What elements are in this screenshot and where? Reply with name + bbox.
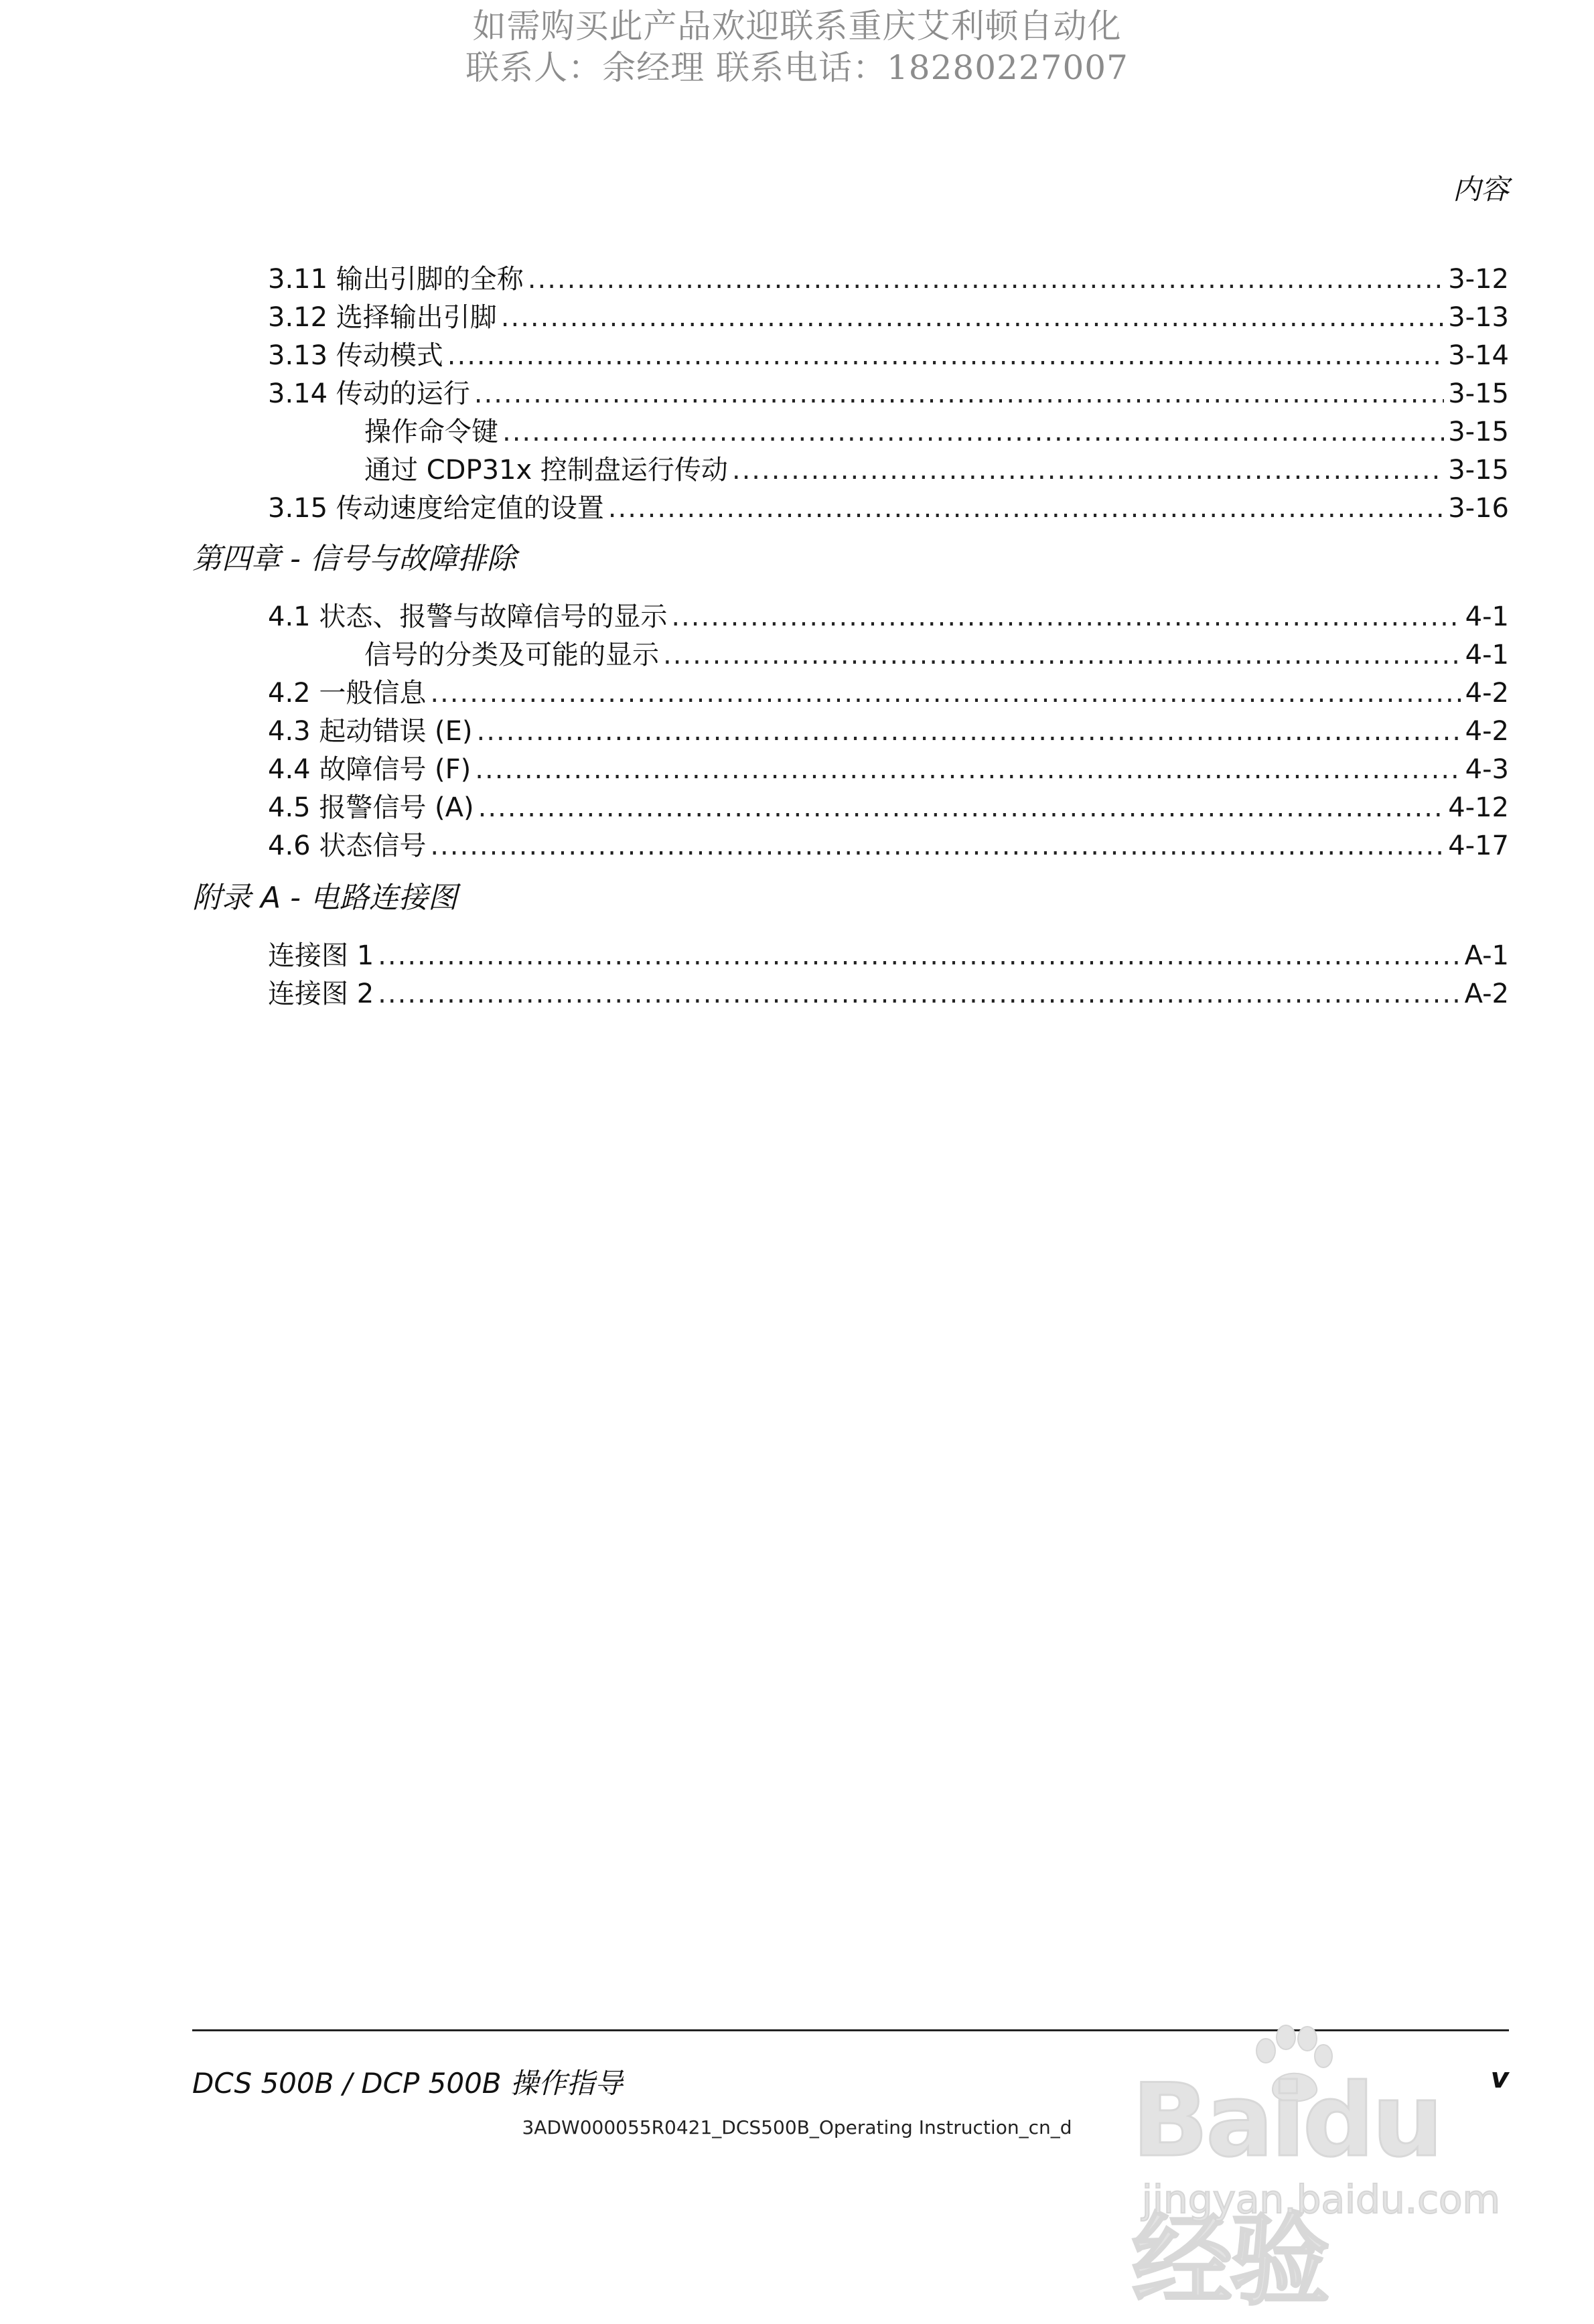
toc-entry-page: 4-2 (1465, 716, 1509, 747)
toc-entry-page: 3-16 (1448, 493, 1509, 524)
toc-leader-dots (474, 377, 1444, 411)
toc-entry-title: 通过 CDP31x 控制盘运行传动 (364, 455, 728, 486)
toc-entry-page: 3-15 (1448, 455, 1509, 486)
toc-entry-4-1[interactable] (268, 600, 1509, 634)
toc-entry-title: 连接图 2 (268, 978, 374, 1009)
toc-entry-4-6[interactable] (268, 829, 1509, 863)
toc-leader-dots (378, 977, 1460, 1011)
appendix-a-heading[interactable]: 附录 A - 电路连接图 (192, 881, 457, 915)
toc-entry-operation-keys[interactable] (364, 415, 1509, 449)
toc-leader-dots (430, 676, 1461, 710)
toc-entry-3-15[interactable] (268, 492, 1509, 525)
toc-leader-dots (477, 715, 1461, 748)
toc-entry-title: 连接图 1 (268, 940, 374, 971)
toc-leader-dots (501, 301, 1444, 334)
watermark-line-1: 如需购买此产品欢迎联系重庆艾利顿自动化 (472, 7, 1122, 46)
toc-entry-page: 3-12 (1448, 264, 1509, 295)
toc-entry-title: 操作命令键 (364, 417, 498, 447)
toc-leader-dots (732, 453, 1444, 487)
baidu-brand-text: Baidu经验 (1132, 2063, 1441, 2319)
watermark-line-2: 联系人：余经理 联系电话：18280227007 (465, 48, 1129, 87)
toc-entry-page: 4-2 (1465, 678, 1509, 709)
baidu-domain-text: jingyan.baidu.com (1141, 2177, 1500, 2222)
toc-leader-dots (663, 638, 1461, 672)
toc-entry-title: 3.11 输出引脚的全称 (268, 264, 524, 295)
toc-entry-4-2[interactable] (268, 676, 1509, 710)
toc-entry-title: 4.2 一般信息 (268, 678, 427, 709)
toc-entry-title: 3.15 传动速度给定值的设置 (268, 493, 604, 524)
toc-entry-title: 信号的分类及可能的显示 (364, 640, 659, 670)
footer-document-id: 3ADW000055R0421_DCS500B_Operating Instruction_cn_d (522, 2116, 1072, 2138)
toc-entry-4-3[interactable] (268, 715, 1509, 748)
toc-leader-dots (528, 263, 1444, 296)
toc-entry-title: 4.1 状态、报警与故障信号的显示 (268, 601, 668, 632)
toc-entry-title: 4.6 状态信号 (268, 830, 427, 861)
toc-leader-dots (502, 415, 1444, 449)
toc-entry-title: 4.3 起动错误 (E) (268, 716, 473, 747)
toc-entry-page: 3-15 (1448, 378, 1509, 409)
toc-entry-page: 4-1 (1465, 601, 1509, 632)
toc-leader-dots (447, 339, 1444, 372)
toc-entry-3-13[interactable] (268, 339, 1509, 372)
toc-entry-page: A-1 (1464, 940, 1509, 971)
toc-entry-diagram-1[interactable] (268, 939, 1509, 972)
toc-leader-dots (478, 791, 1445, 824)
toc-leader-dots (608, 492, 1444, 525)
toc-entry-page: 3-14 (1448, 340, 1509, 371)
toc-entry-page: 4-12 (1448, 792, 1509, 823)
toc-entry-page: 4-3 (1465, 754, 1509, 785)
toc-entry-page: 4-17 (1448, 830, 1509, 861)
chapter-4-heading[interactable]: 第四章 - 信号与故障排除 (192, 542, 516, 576)
toc-entry-3-12[interactable] (268, 301, 1509, 334)
toc-entry-title: 4.4 故障信号 (F) (268, 754, 472, 785)
toc-leader-dots (671, 600, 1461, 634)
toc-entry-title: 4.5 报警信号 (A) (268, 792, 474, 823)
toc-entry-3-14[interactable] (268, 377, 1509, 411)
toc-entry-title: 3.13 传动模式 (268, 340, 443, 371)
footer-title: DCS 500B / DCP 500B 操作指导 (192, 2067, 623, 2100)
toc-entry-cdp31x[interactable] (364, 453, 1509, 487)
footer-page-number: v (1490, 2061, 1509, 2094)
toc-entry-page: 3-15 (1448, 417, 1509, 447)
toc-entry-diagram-2[interactable] (268, 977, 1509, 1011)
toc-leader-dots (378, 939, 1460, 972)
toc-entry-3-11[interactable] (268, 263, 1509, 296)
toc-entry-signal-classes[interactable] (364, 638, 1509, 672)
toc-entry-page: 3-13 (1448, 302, 1509, 333)
toc-entry-title: 3.14 传动的运行 (268, 378, 470, 409)
toc-entry-4-5[interactable] (268, 791, 1509, 824)
toc-entry-page: 4-1 (1465, 640, 1509, 670)
page-header-title: 内容 (1452, 173, 1509, 206)
toc-entry-4-4[interactable] (268, 753, 1509, 786)
toc-entry-page: A-2 (1464, 978, 1509, 1009)
toc-leader-dots (475, 753, 1461, 786)
toc-entry-title: 3.12 选择输出引脚 (268, 302, 497, 333)
toc-leader-dots (430, 829, 1444, 863)
